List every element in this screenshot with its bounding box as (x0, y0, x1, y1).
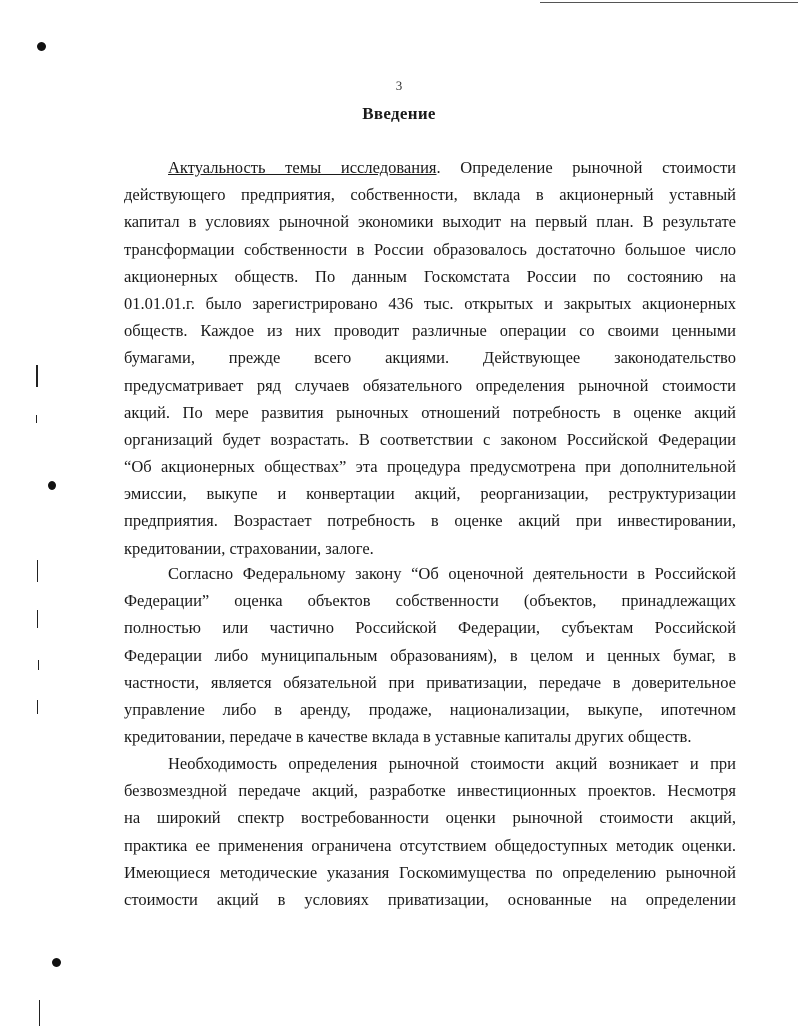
scan-speck (37, 42, 46, 51)
scan-margin-mark (38, 660, 39, 670)
text-line: предприятия. Возрастает потребность в оценке акций при инвестировании, (124, 511, 736, 531)
scan-margin-mark (37, 560, 38, 582)
paragraph-necessity (124, 750, 736, 913)
scan-margin-mark (37, 610, 38, 628)
text-line: полностью или частично Российской Федерации, субъектам Российской (124, 618, 736, 638)
scan-margin-mark (37, 700, 38, 714)
page-number: 3 (395, 78, 403, 93)
text-line: частности, является обязательной при приватизации, передаче в доверительное (124, 672, 736, 692)
text-line: предусматривает ряд случаев обязательного определения рыночной стоимости (124, 375, 736, 395)
text-line-content: . Определение рыночной стоимости (436, 158, 736, 177)
scan-edge-line (540, 2, 798, 3)
text-line: Федерации” оценка объектов собственности (объектов, принадлежащих (124, 591, 736, 611)
text-line (124, 154, 736, 181)
text-line: 01.01.01.г. было зарегистрировано 436 тыс. открытых и закрытых акционерных (124, 293, 736, 313)
text-line: Федерации либо муниципальным образованиям), в целом и ценных бумаг, в (124, 645, 736, 665)
text-line: стоимости акций в условиях приватизации, основанные на определении (124, 889, 736, 909)
text-line: Согласно Федеральному закону “Об оценочной деятельности в Российской (168, 564, 736, 583)
text-line: Необходимость определения рыночной стоимости акций возникает и при (168, 754, 736, 773)
text-line: эмиссии, выкупе и конвертации акций, реорганизации, реструктуризации (124, 484, 736, 504)
text-line: кредитовании, страховании, залоге. (124, 538, 374, 558)
text-line: бумагами, прежде всего акциями. Действующее законодательство (124, 348, 736, 368)
text-line: управление либо в аренду, продаже, национализации, выкупе, ипотечном (124, 699, 736, 719)
text-line: капитал в условиях рыночной экономики выходит на первый план. В результате (124, 212, 736, 232)
text-line: акций. По мере развития рыночных отношений потребность в оценке акций (124, 402, 736, 422)
text-line: на широкий спектр востребованности оценки рыночной стоимости акций, (124, 808, 736, 828)
scan-speck (52, 958, 61, 967)
text-line: акционерных обществ. По данным Госкомстата России по состоянию на (124, 266, 736, 286)
scan-speck (48, 481, 56, 490)
page-title: Введение (362, 104, 436, 123)
text-line: Имеющиеся методические указания Госкомимущества по определению рыночной (124, 862, 736, 882)
relevance-heading: Актуальность темы исследования (168, 158, 437, 177)
text-line: обществ. Каждое из них проводит различные операции со своими ценными (124, 321, 736, 341)
text-line: практика ее применения ограничена отсутствием общедоступных методик оценки. (124, 835, 736, 855)
paragraph-relevance (124, 154, 736, 562)
text-line: кредитовании, передаче в качестве вклада в уставные капиталы других обществ. (124, 727, 692, 747)
scan-margin-mark (36, 415, 37, 423)
text-line: трансформации собственности в России образовалось достаточно большое число (124, 239, 736, 259)
scan-margin-mark (39, 1000, 40, 1026)
paragraph-federal-law (124, 560, 736, 750)
text-line: “Об акционерных обществах” эта процедура предусмотрена при дополнительной (124, 457, 736, 477)
text-line: организаций будет возрастать. В соответствии с законом Российской Федерации (124, 429, 736, 449)
scan-margin-mark (36, 365, 38, 387)
text-line: безвозмездной передаче акций, разработке инвестиционных проектов. Несмотря (124, 781, 736, 801)
text-line: действующего предприятия, собственности, вклада в акционерный уставный (124, 185, 736, 205)
